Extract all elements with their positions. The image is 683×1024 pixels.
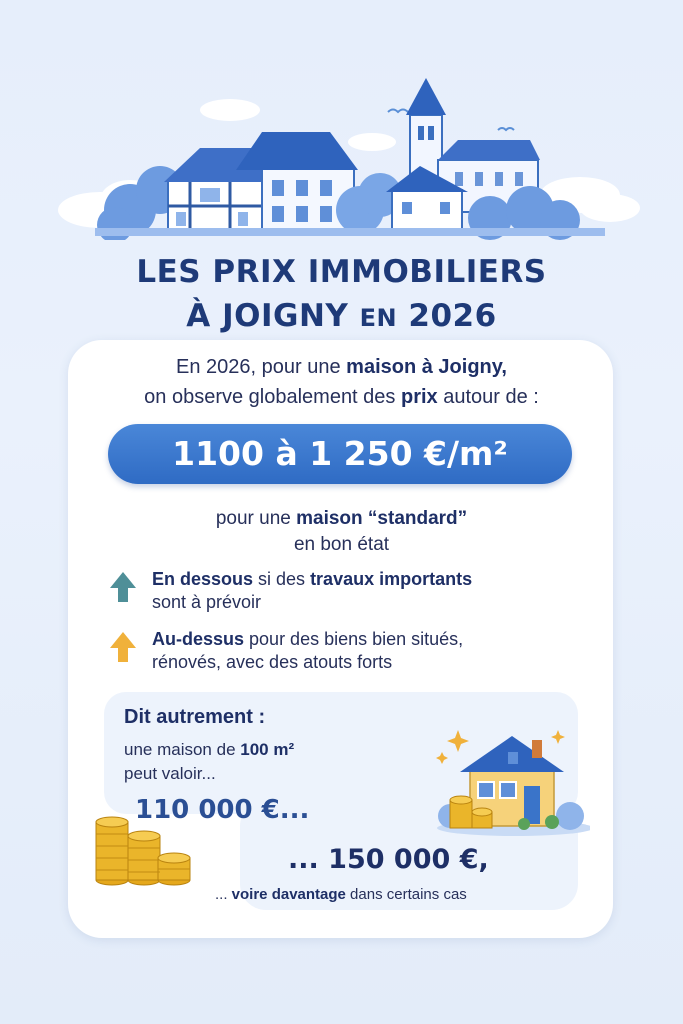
intro-part: autour de :: [437, 386, 539, 408]
note-bold: voire davantage: [231, 886, 346, 903]
intro-part: on observe globalement des: [144, 386, 401, 408]
bullet-bold: travaux importants: [310, 569, 473, 589]
intro-line-1: [0, 352, 683, 382]
price-range-badge: 1100 à 1 250 €/m²: [108, 424, 572, 484]
note-part: ...: [215, 886, 232, 903]
intro-bold: prix: [400, 386, 438, 408]
bullet-text: [152, 568, 582, 614]
bird-icon: [388, 110, 514, 131]
intro-text: [0, 352, 683, 412]
title-line-1: LES PRIX IMMOBILIERS: [136, 254, 547, 290]
example-line-2: peut valoir...: [124, 764, 216, 783]
example-bold: 100 m²: [240, 740, 295, 759]
standard-line-1: [0, 506, 683, 532]
title-year: 2026: [397, 298, 497, 334]
example-heading: Dit autrement :: [124, 706, 266, 728]
arrow-up-gold-icon: [108, 630, 138, 664]
intro-part: En 2026, pour une: [176, 356, 347, 378]
value-high: ... 150 000 €,: [288, 844, 489, 875]
bullet-part: si des: [253, 569, 311, 589]
standard-part: pour une: [215, 508, 297, 529]
title-line-2: [0, 294, 683, 340]
bullet-bold: En dessous: [152, 569, 254, 589]
bullet-line-2: rénovés, avec des atouts forts: [152, 652, 393, 672]
standard-bold: maison “standard”: [296, 508, 468, 529]
page-title: [0, 250, 683, 340]
house-with-coins-icon: [420, 724, 590, 836]
coins-icon: [92, 808, 202, 888]
value-low: 110 000 €...: [135, 795, 310, 825]
town-illustration: [0, 60, 683, 240]
arrow-up-teal-icon: [108, 570, 138, 604]
bullet-line-2: sont à prévoir: [152, 592, 262, 612]
note-part: dans certains cas: [345, 886, 467, 903]
standard-line-2: en bon état: [293, 534, 390, 555]
example-part: une maison de: [124, 740, 241, 759]
intro-bold: maison à Joigny,: [346, 356, 507, 378]
bullet-text: [152, 628, 582, 674]
bullet-part: pour des biens bien situés,: [244, 629, 464, 649]
title-city: À JOIGNY: [186, 298, 360, 334]
bullet-above: [108, 628, 588, 678]
title-en: EN: [359, 304, 398, 332]
example-note: [215, 886, 467, 903]
intro-line-2: [0, 382, 683, 412]
standard-text: [0, 506, 683, 558]
example-text: [124, 738, 384, 786]
bullet-bold: Au-dessus: [152, 629, 245, 649]
bullet-below: [108, 568, 588, 618]
